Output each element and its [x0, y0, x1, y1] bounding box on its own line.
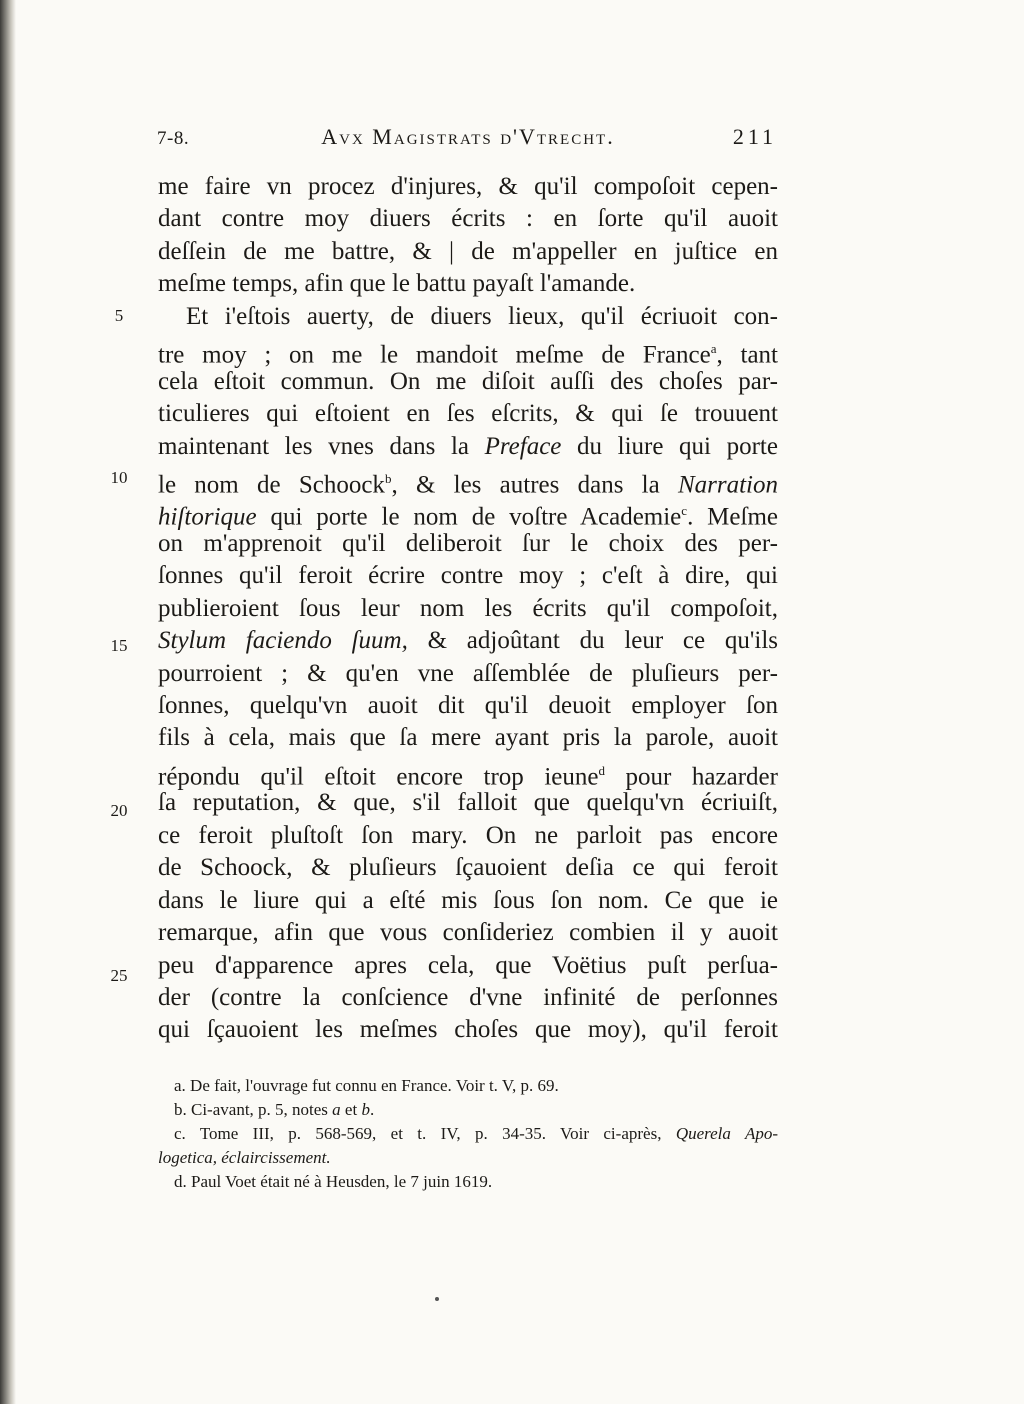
text-line: me faire vn procez d'injures, & qu'il compoſoit cepen- [158, 173, 778, 200]
text-line: ſa reputation, & que, s'il falloit que quelqu'vn écriuiſt, [158, 789, 778, 817]
text-line: cela eſtoit commun. On me diſoit auſſi des choſes par- [158, 367, 778, 395]
footnote-c: c. Tome III, p. 568-569, et t. IV, p. 34-35. Voir ci-après, Querela Apo- [174, 1124, 778, 1143]
text-line: pourroient ; & qu'en vne aſſemblée de pluſieurs per- [158, 659, 778, 687]
text-line: ſonnes, quelqu'vn auoit dit qu'il deuoit employer ſon [158, 692, 778, 719]
text-line: ſonnes qu'il feroit écrire contre moy ; c'eſt à dire, qui [158, 562, 778, 590]
text-line: répondu qu'il eſtoit encore trop ieune$^d$ pour hazarder [158, 762, 778, 791]
folio-reference: 7-8. [157, 128, 190, 149]
text-line: tre moy ; on me le mandoit meſme de France$^a$, tant [158, 341, 778, 369]
text-line: der (contre la conſcience d'vne infinité de perſonnes [158, 983, 778, 1011]
body-text [158, 171, 778, 1047]
text-line: remarque, afin que vous conſideriez combien il y auoit [158, 919, 778, 947]
text-line: fils à cela, mais que ſa mere ayant pris la parole, auoit [158, 724, 778, 752]
footnote-b: b. Ci-avant, p. 5, notes a et b. [174, 1100, 375, 1119]
text-line: meſme temps, afin que le battu payaſt l'amande. [158, 270, 636, 298]
text-line: ticulieres qui eſtoient en ſes eſcrits, & qui ſe trouuent [158, 400, 778, 428]
text-line: on m'apprenoit qu'il deliberoit ſur le choix des per- [158, 529, 778, 557]
footnote-ref-c[interactable]: c [681, 503, 688, 519]
footnote-d: d. Paul Voet était né à Heusden, le 7 juin 1619. [174, 1172, 493, 1191]
running-title: Avx Magistrats d'Vtrecht. [321, 124, 615, 149]
line-number-15: 15 [110, 636, 128, 655]
line-number-25: 25 [110, 966, 128, 985]
page-header [157, 120, 779, 160]
footnote-ref-d[interactable]: d [598, 762, 605, 778]
text-line: maintenant les vnes dans la Preface du liure qui porte [158, 432, 778, 460]
book-spine-shadow [0, 0, 16, 1404]
text-line: hiſtorique qui porte le nom de voſtre Academie$^c$. Meſme [158, 503, 778, 531]
text-line: deſſein de me battre, & | de m'appeller en juſtice en [158, 237, 778, 265]
text-line: Stylum faciendo ſuum, & adjoûtant du leur ce qu'ils [158, 627, 778, 655]
footnote-a: a. De fait, l'ouvrage fut connu en France. Voir t. V, p. 69. [174, 1076, 559, 1095]
footnotes [158, 1074, 778, 1194]
text-line: qui ſçauoient les meſmes choſes que moy), qu'il feroit [158, 1016, 778, 1044]
text-line: le nom de Schoock$^b$, & les autres dans la Narration [158, 470, 778, 499]
page-speck [435, 1297, 439, 1301]
text-line: Et i'eſtois auerty, de diuers lieux, qu'il écriuoit con- [186, 302, 778, 330]
line-number-5: 5 [114, 306, 124, 325]
text-line: dans le liure qui a eſté mis ſous ſon nom. Ce que ie [158, 886, 778, 914]
text-line: publieroient ſous leur nom les écrits qu'il compoſoit, [158, 594, 778, 622]
line-number-10: 10 [110, 468, 128, 487]
text-line: dant contre moy diuers écrits : en ſorte qu'il auoit [158, 205, 778, 233]
footnote-ref-a[interactable]: a [710, 341, 717, 357]
footnote-ref-b[interactable]: b [384, 470, 392, 486]
text-line: ce feroit pluſtoſt ſon mary. On ne parloit pas encore [158, 821, 778, 849]
text-line: de Schoock, & pluſieurs ſçauoient deſia ce qui feroit [158, 854, 778, 882]
text-line: peu d'apparence apres cela, que Voëtius puſt perſua- [158, 951, 778, 979]
page-number: 211 [732, 124, 777, 149]
line-number-20: 20 [110, 801, 128, 820]
footnote-c-continued: logetica, éclaircissement. [158, 1148, 331, 1167]
